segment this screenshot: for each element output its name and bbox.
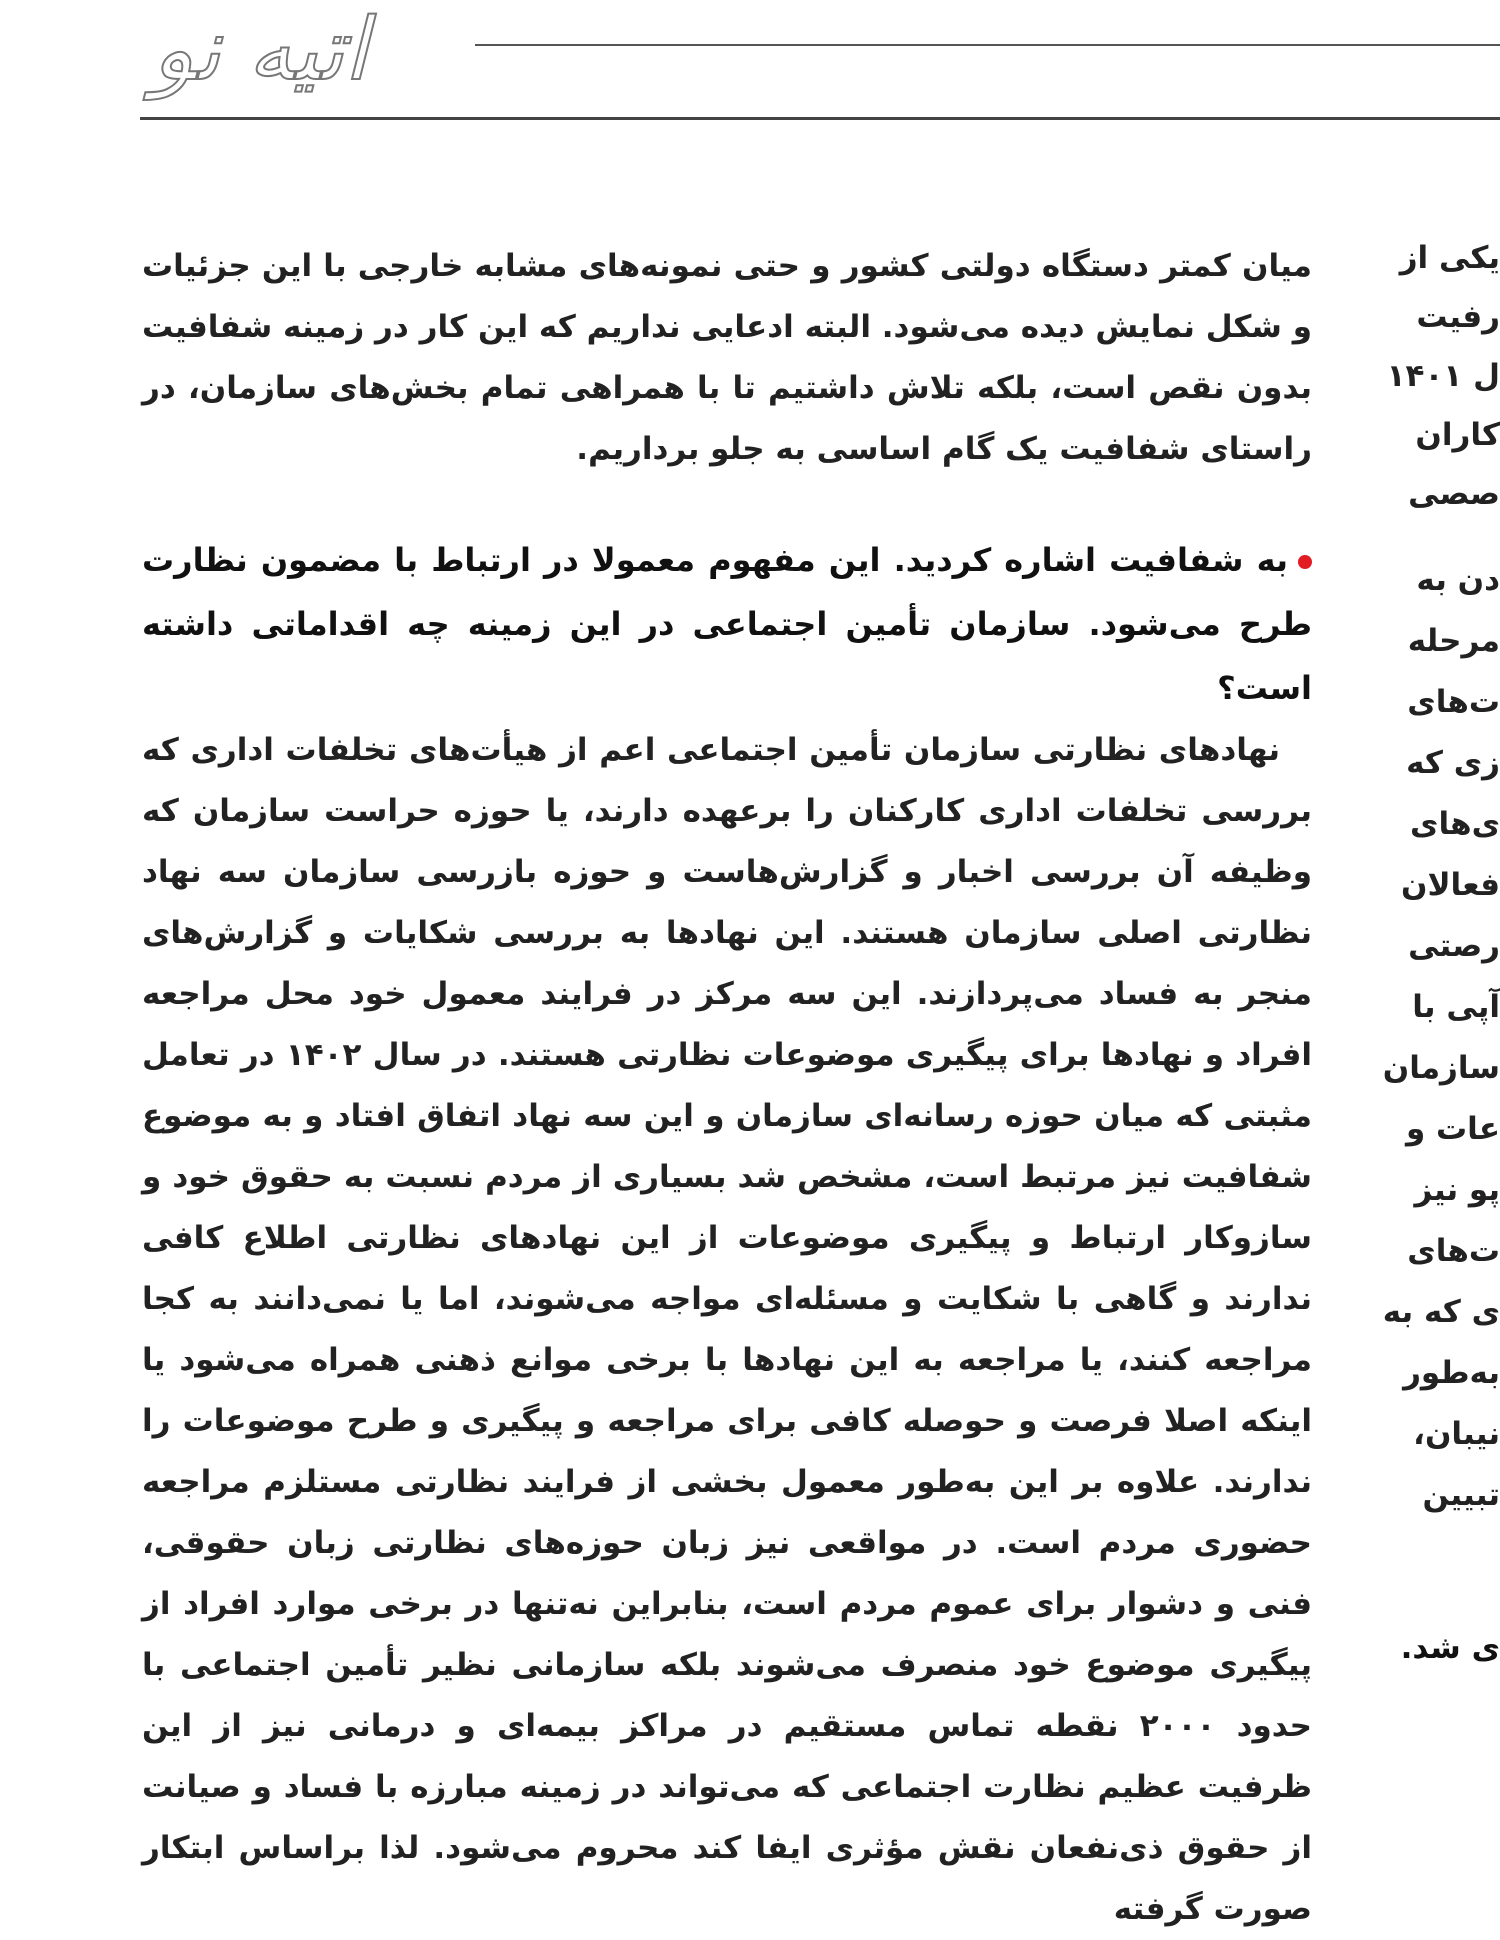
magazine-logo: اتیه نو: [140, 0, 380, 125]
header-top-rule: [475, 44, 1500, 46]
interview-question: [142, 528, 1312, 720]
side-line: کاران: [1415, 415, 1500, 455]
side-line: صصی: [1408, 474, 1500, 514]
side-line: فعالان: [1401, 865, 1500, 905]
side-line: ل ۱۴۰۱: [1387, 356, 1500, 396]
bullet-icon: [1298, 555, 1312, 569]
question-text: به شفافیت اشاره کردید. این مفهوم معمولا در ارتباط با مضمون نظارت طرح می‌شود. سازمان تأمین اجتماعی در این زمینه چه اقداماتی داشته است؟: [142, 541, 1312, 707]
side-line: مرحله: [1408, 621, 1500, 661]
side-line: به‌طور: [1403, 1353, 1500, 1393]
side-line: تبیین: [1423, 1475, 1500, 1515]
side-line: دن به: [1416, 560, 1500, 600]
side-line: رصتی: [1408, 926, 1500, 966]
side-line: یکی از: [1400, 238, 1500, 278]
intro-paragraph: میان کمتر دستگاه دولتی کشور و حتی نمونه‌های مشابه خارجی با این جزئیات و شکل نمایش دیده می‌شود. البته ادعایی نداریم که این کار در زمینه شفافیت بدون نقص است، بلکه تلاش داشتیم تا با همراهی تمام بخش‌های سازمان، در راستای شفافیت یک گام اساسی به جلو برداریم.: [142, 236, 1312, 480]
side-line: سازمان: [1383, 1048, 1500, 1088]
side-line: آپی با: [1412, 987, 1500, 1027]
main-column: [142, 236, 1312, 1940]
side-line: نیبان،: [1413, 1414, 1500, 1454]
side-line: ت‌های: [1407, 682, 1500, 722]
side-line: ی شد.: [1401, 1628, 1500, 1668]
side-line: رفیت: [1416, 297, 1500, 337]
side-line: عات و: [1406, 1109, 1500, 1149]
side-column: [1400, 236, 1500, 1847]
side-line: ت‌های: [1407, 1231, 1500, 1271]
side-line: پو نیز: [1415, 1170, 1500, 1210]
header-main-rule: [140, 117, 1500, 120]
answer-paragraph: نهادهای نظارتی سازمان تأمین اجتماعی اعم از هیأت‌های تخلفات اداری که بررسی تخلفات اداری کارکنان را برعهده دارند، یا حوزه حراست سازمان که وظیفه آن بررسی اخبار و گزارش‌هاست و حوزه بازرسی سازمان سه نهاد نظارتی اصلی سازمان هستند. این نهادها به بررسی شکایات و گزارش‌های منجر به فساد می‌پردازند. این سه مرکز در فرایند معمول خود محل مراجعه افراد و نهادها برای پیگیری موضوعات نظارتی هستند. در سال ۱۴۰۲ در تعامل مثبتی که میان حوزه رسانه‌ای سازمان و این سه نهاد اتفاق افتاد و به موضوع شفافیت نیز مرتبط است، مشخص شد بسیاری از مردم نسبت به حقوق خود و سازوکار ارتباط و پیگیری موضوعات از این نهادهای نظارتی اطلاع کافی ندارند و گاهی با شکایت و مسئله‌ای مواجه می‌شوند، اما یا نمی‌دانند به کجا مراجعه کنند، یا مراجعه به این نهادها با برخی موانع ذهنی همراه می‌شود یا اینکه اصلا فرصت و حوصله کافی برای مراجعه و پیگیری و طرح موضوعات را ندارند. علاوه بر این به‌طور معمول بخشی از فرایند نظارتی مستلزم مراجعه حضوری مردم است. در مواقعی نیز زبان حوزه‌های نظارتی زبان حقوقی، فنی و دشوار برای عموم مردم است، بنابراین نه‌تنها در برخی موارد افراد از پیگیری موضوع خود منصرف می‌شوند بلکه سازمانی نظیر تأمین اجتماعی با حدود ۲۰۰۰ نقطه تماس مستقیم در مراکز بیمه‌ای و درمانی نیز از این ظرفیت عظیم نظارت اجتماعی که می‌تواند در زمینه مبارزه با فساد و صیانت از حقوق ذی‌نفعان نقش مؤثری ایفا کند محروم می‌شود. لذا براساس ابتکار صورت گرفته: [142, 720, 1312, 1940]
side-line: ی که به: [1383, 1292, 1500, 1332]
side-line: ی‌های: [1410, 804, 1500, 844]
side-line: زی که: [1406, 743, 1500, 783]
